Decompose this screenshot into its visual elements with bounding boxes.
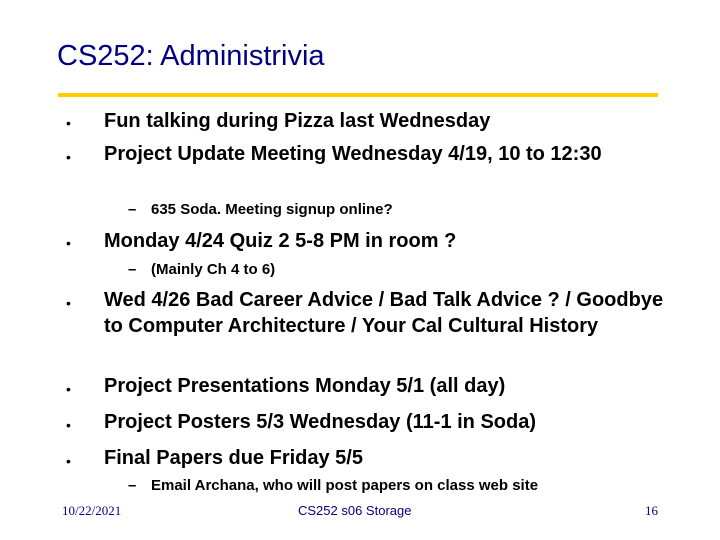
- dash-marker: –: [128, 201, 137, 218]
- bullet-marker: •: [66, 417, 71, 433]
- bullet-text: Fun talking during Pizza last Wednesday: [104, 110, 491, 132]
- title-underline: [58, 93, 658, 97]
- dash-marker: –: [128, 261, 137, 278]
- bullet-marker: •: [66, 453, 71, 469]
- footer-course: CS252 s06 Storage: [298, 503, 412, 518]
- sub-item-text: Email Archana, who will post papers on class web site: [151, 477, 539, 494]
- slide-title: CS252: Administrivia: [57, 40, 325, 72]
- bullet-marker: •: [66, 149, 71, 165]
- bullet-marker: •: [66, 235, 71, 251]
- dash-marker: –: [128, 477, 137, 494]
- bullet-marker: •: [66, 381, 71, 397]
- footer-date: 10/22/2021: [62, 503, 122, 518]
- bullet-marker: •: [66, 295, 71, 311]
- bullet-text: Project Update Meeting Wednesday 4/19, 10 to 12:30: [104, 143, 602, 165]
- bullet-text: Wed 4/26 Bad Career Advice / Bad Talk Advice ? / Goodbye to Computer Architecture / Your Cal Cultural History: [104, 289, 664, 337]
- bullet-text: Final Papers due Friday 5/5: [104, 447, 363, 469]
- bullet-text: Monday 4/24 Quiz 2 5-8 PM in room ?: [104, 230, 457, 252]
- sub-item-text: (Mainly Ch 4 to 6): [151, 261, 276, 278]
- sub-item-text: 635 Soda. Meeting signup online?: [151, 201, 393, 218]
- bullet-text: Project Presentations Monday 5/1 (all day): [104, 375, 506, 397]
- bullet-marker: •: [66, 115, 71, 131]
- bullet-text: Project Posters 5/3 Wednesday (11-1 in Soda): [104, 411, 537, 433]
- footer-page-number: 16: [645, 503, 658, 518]
